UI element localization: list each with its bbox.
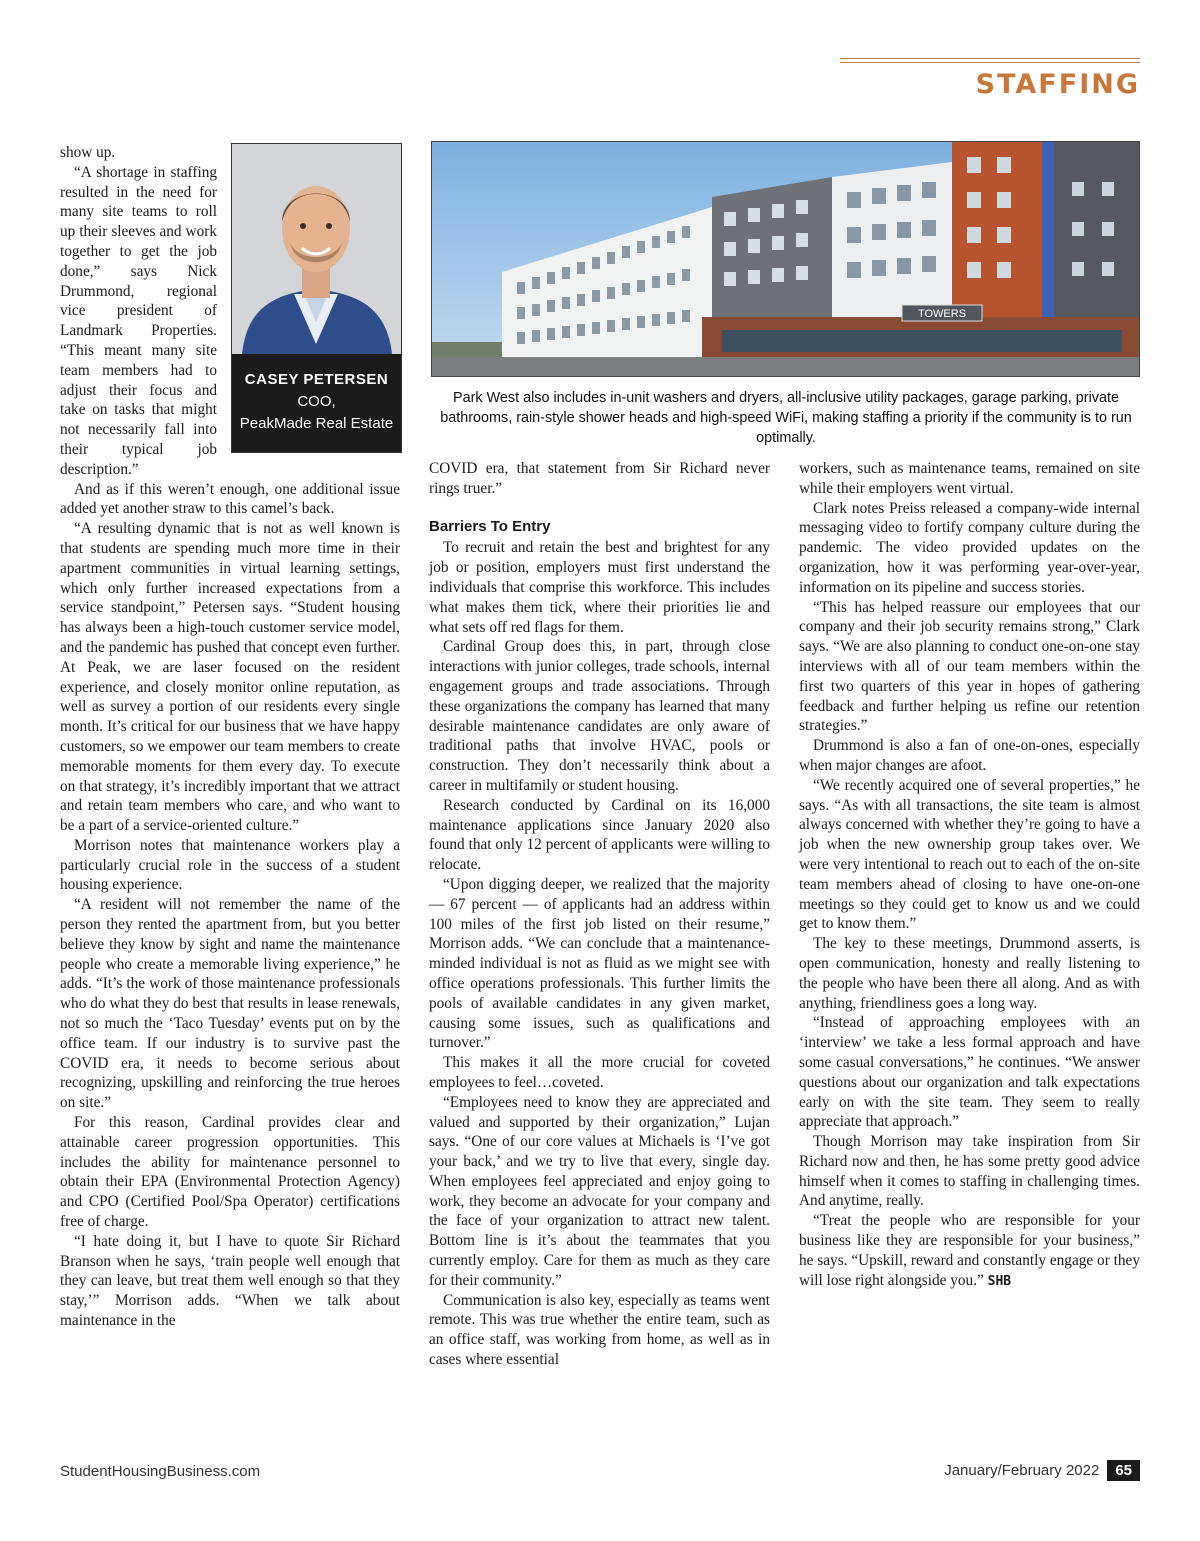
article-column-3 (799, 459, 1140, 1291)
paragraph: To recruit and retain the best and brightest for any job or position, employers must first understand the individuals that comprise this workforce. This includes what makes them tick, where their priorities lie and what sets off red flags for them. (429, 539, 770, 636)
header-rule (840, 58, 1140, 63)
person-portrait (232, 144, 401, 354)
section-header (840, 58, 1140, 100)
paragraph: COVID era, that statement from Sir Richard never rings truer.” (429, 460, 770, 497)
paragraph: show up. (60, 144, 116, 161)
paragraph: Research conducted by Cardinal on its 16,000 maintenance applications since January 2020 also found that only 12 percent of applicants were willing to relocate. (429, 796, 770, 874)
profile-company: PeakMade Real Estate (239, 414, 394, 432)
article-column-1 (60, 143, 400, 1331)
page-number: 65 (1107, 1460, 1140, 1481)
paragraph: “This has helped reassure our employees that our company and their job security remains strong,” Clark says. “We are also planning to conduct one-on-one stay interviews with all of our team members within the first two quarters of this year in hopes of gathering feedback and further helping us refine our retention strategies.” (799, 598, 1140, 735)
paragraph: “Upon digging deeper, we realized that the majority — 67 percent — of applicants had an address within 100 miles of the first job listed on their resume,” Morrison adds. “We can conclude that a maintenance-minded individual is not as fluid as we might see with office operations professionals. This further limits the pools of available candidates in any given market, causing some issues, such as qualifications and turnover.” (429, 875, 770, 1052)
paragraph: Cardinal Group does this, in part, through close interactions with junior colleges, trade schools, internal engagement groups and trade associations. Through these organizations the company has learned that many desirable maintenance candidates are only aware of traditional paths that involve HVAC, pools or construction. They don’t necessarily think about a career in multifamily or student housing. (429, 638, 770, 794)
headshot-photo (232, 144, 401, 354)
paragraph: “A resulting dynamic that is not as well known is that students are spending much more time in their apartment communities in virtual learning settings, which only further increased expectations from a service standpoint,” Petersen says. “Student housing has always been a high-touch customer service model, and the pandemic has pushed that concept even further. At Peak, we are laser focused on the resident experience, and closely monitor online reputation, as well as survey a portion of our residents every single month. It’s critical for our business that we have happy customers, so we empower our team members to create memorable moments for them every day. To execute on that strategy, it’s incredibly important that we attract and retain team members who care, and who want to be a part of a service-oriented culture.” (60, 520, 400, 835)
section-label: STAFFING (975, 69, 1140, 100)
paragraph: Though Morrison may take inspiration from Sir Richard now and then, he has some pretty good advice himself when it comes to staffing in challenging times. And anytime, really. (799, 1133, 1140, 1210)
paragraph: The key to these meetings, Drummond asserts, is open communication, honesty and really listening to the people who have been there all along. And as with anything, friendliness goes a long way. (799, 935, 1140, 1012)
paragraph-text: “Treat the people who are responsible for your business like they are responsible for your business,” he says. “Upskill, reward and constantly engage or they will lose right alongside you.” (799, 1212, 1140, 1289)
paragraph: Morrison notes that maintenance workers play a particularly crucial role in the success of a student housing experience. (60, 836, 400, 894)
article-column-2 (429, 459, 770, 1370)
paragraph: “We recently acquired one of several properties,” he says. “As with all transactions, the site team is almost always concerned with whether they’re going to have a job when the new ownership group takes over. We were very intentional to reach out to each of the on-site team members ahead of closing to have one-on-one meetings so they could get to know us and we could get to know them.” (799, 776, 1140, 933)
paragraph: “Employees need to know they are appreciated and valued and supported by their organization,” Lujan says. “One of our core values at Michaels is ‘I’ve got your back,’ and we try to live that every, single day. When employees feel appreciated and enjoy going to work, they become an advocate for your company and the face of your organization to attract new talent. Bottom line is it’s about the teammates that you currently employ. Care for them as much as they care for their community.” (429, 1093, 770, 1289)
building-photo (431, 141, 1140, 377)
profile-name: CASEY PETERSEN (244, 371, 389, 388)
photo-caption: Park West also includes in-unit washers and dryers, all-inclusive utility packages, garage parking, private bathrooms, rain-style shower heads and high-speed WiFi, making staffing a priority if the community is to run optimally. (440, 390, 1132, 446)
paragraph: Clark notes Preiss released a company-wide internal messaging video to fortify company culture during the pandemic. The video provided updates on the organization, how it was performing year-over-year, information on its pipeline and success stories. (799, 499, 1140, 596)
footer-site: StudentHousingBusiness.com (60, 1463, 261, 1480)
profile-headshot (231, 143, 402, 453)
paragraph: “Instead of approaching employees with an ‘interview’ we take a less formal approach and have some casual conversations,” he continues. “We answer questions about our organization and talk expectations early on with the site team. They seem to really appreciate that approach.” (799, 1014, 1140, 1131)
end-mark: SHB (987, 1273, 1012, 1289)
building-sign: TOWERS (917, 308, 967, 320)
footer-issue: January/February 2022 (944, 1462, 1100, 1479)
footer-issue-block (944, 1460, 1140, 1481)
paragraph: Communication is also key, especially as teams went remote. This was true whether the entire team, such as an office staff, was working from home, as well as in cases where essential (429, 1291, 770, 1369)
profile-title: COO, (297, 392, 336, 410)
paragraph: “A shortage in staffing resulted in the need for many site teams to roll up their sleeves and work together to get the job done,” says Nick Drummond, regional vice president of Landmark Properties. “This meant many site team members had to adjust their focus and take on tasks that might not necessarily fall into their typical job description.” (60, 163, 217, 478)
paragraph: “I hate doing it, but I have to quote Sir Richard Branson when he says, ‘train people well enough that they can leave, but treat them well enough so that they stay,’” Morrison adds. “When we talk about maintenance in the (60, 1232, 400, 1330)
apartment-building-illustration (432, 142, 1139, 376)
subheading: Barriers To Entry (429, 517, 551, 535)
paragraph: Drummond is also a fan of one-on-ones, especially when major changes are afoot. (799, 737, 1140, 774)
paragraph: “A resident will not remember the name of the person they rented the apartment from, but you better believe they know by sight and name the maintenance people who create a memorable living experience,” he adds. “It’s the work of those maintenance professionals who do what they do best that results in lease renewals, not so much the ‘Taco Tuesday’ events put on by the office team. If our industry is to survive past the COVID era, it needs to become serious about recognizing, upskilling and reinforcing the true heroes on site.” (60, 896, 400, 1112)
headshot-caption (232, 354, 401, 452)
paragraph: This makes it all the more crucial for coveted employees to feel…coveted. (429, 1054, 770, 1091)
paragraph: For this reason, Cardinal provides clear and attainable career progression opportunities. This includes the ability for maintenance personnel to obtain their EPA (Environmental Protection Agency) and CPO (Certified Pool/Spa Operator) certifications free of charge. (60, 1114, 400, 1231)
paragraph: And as if this weren’t enough, one additional issue added yet another straw to this camel’s back. (60, 480, 400, 518)
paragraph: workers, such as maintenance teams, remained on site while their employers went virtual. (799, 460, 1140, 497)
paragraph (799, 1211, 1140, 1291)
